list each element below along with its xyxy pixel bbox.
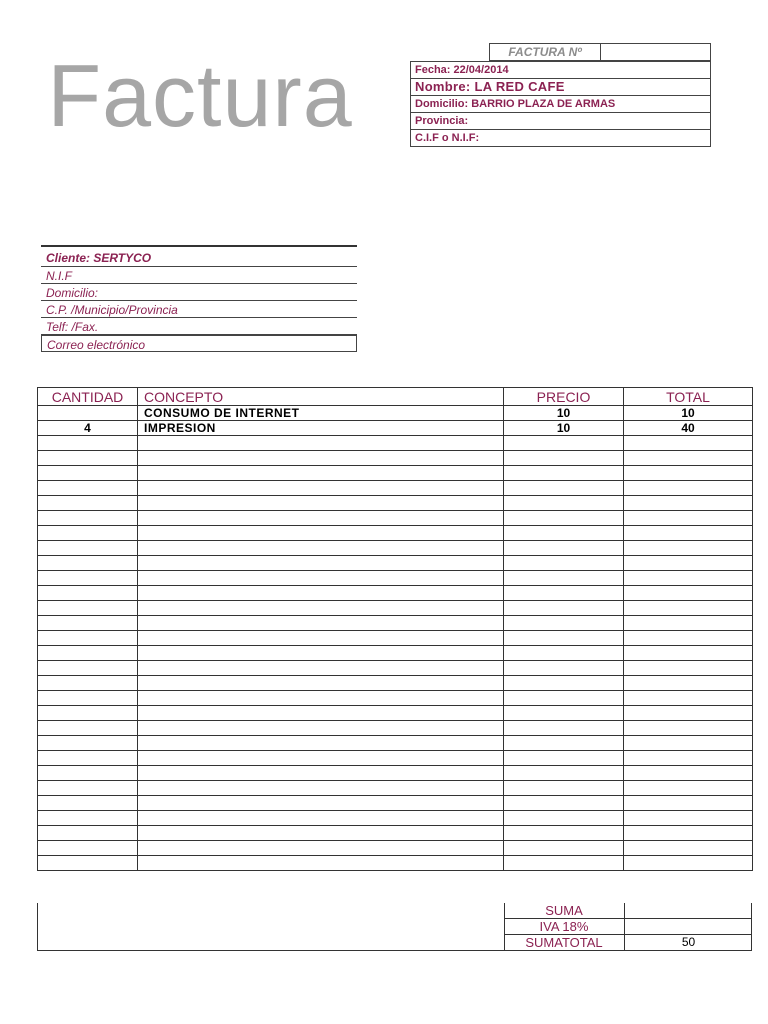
client-name: Cliente: SERTYCO bbox=[41, 245, 357, 267]
table-row bbox=[38, 406, 753, 421]
row-concept bbox=[138, 481, 504, 496]
row-price bbox=[504, 856, 624, 871]
invoice-date: Fecha: 22/04/2014 bbox=[411, 62, 710, 79]
row-total bbox=[624, 556, 753, 571]
row-concept bbox=[138, 706, 504, 721]
row-concept bbox=[138, 556, 504, 571]
sumatotal-value: 50 bbox=[624, 935, 752, 950]
invoice-header-box bbox=[410, 61, 711, 147]
row-price bbox=[504, 631, 624, 646]
row-concept bbox=[138, 631, 504, 646]
row-concept bbox=[138, 826, 504, 841]
table-row bbox=[38, 421, 753, 436]
header-concepto: CONCEPTO bbox=[138, 388, 504, 406]
iva-label: IVA 18% bbox=[539, 919, 589, 934]
table-row-empty bbox=[38, 646, 753, 661]
row-qty bbox=[38, 766, 138, 781]
row-total bbox=[624, 826, 753, 841]
row-total bbox=[624, 736, 753, 751]
row-qty bbox=[38, 856, 138, 871]
client-nif: N.I.F bbox=[41, 267, 357, 284]
table-row-empty bbox=[38, 481, 753, 496]
table-row-empty bbox=[38, 841, 753, 856]
table-row-empty bbox=[38, 511, 753, 526]
row-price bbox=[504, 691, 624, 706]
row-total bbox=[624, 721, 753, 736]
items-body bbox=[38, 406, 753, 871]
row-concept bbox=[138, 676, 504, 691]
row-price bbox=[504, 601, 624, 616]
row-concept bbox=[138, 721, 504, 736]
row-concept bbox=[138, 796, 504, 811]
header-precio: PRECIO bbox=[504, 388, 624, 406]
totals-section bbox=[37, 903, 752, 951]
row-total bbox=[624, 481, 753, 496]
row-qty bbox=[38, 706, 138, 721]
row-concept bbox=[138, 661, 504, 676]
table-row-empty bbox=[38, 616, 753, 631]
table-row-empty bbox=[38, 601, 753, 616]
row-total bbox=[624, 586, 753, 601]
table-row-empty bbox=[38, 541, 753, 556]
row-qty bbox=[38, 511, 138, 526]
table-row-empty bbox=[38, 661, 753, 676]
row-total bbox=[624, 616, 753, 631]
table-row-empty bbox=[38, 556, 753, 571]
row-total bbox=[624, 766, 753, 781]
row-total: 10 bbox=[624, 406, 753, 421]
row-concept bbox=[138, 541, 504, 556]
table-row-empty bbox=[38, 811, 753, 826]
row-price bbox=[504, 646, 624, 661]
row-qty bbox=[38, 451, 138, 466]
issuer-name: Nombre: LA RED CAFE bbox=[411, 79, 710, 96]
row-qty bbox=[38, 466, 138, 481]
row-concept bbox=[138, 856, 504, 871]
row-price bbox=[504, 586, 624, 601]
row-total bbox=[624, 631, 753, 646]
row-concept bbox=[138, 616, 504, 631]
row-price bbox=[504, 541, 624, 556]
row-concept bbox=[138, 811, 504, 826]
row-concept bbox=[138, 496, 504, 511]
row-total bbox=[624, 661, 753, 676]
row-total bbox=[624, 811, 753, 826]
row-price bbox=[504, 571, 624, 586]
row-qty bbox=[38, 571, 138, 586]
row-qty bbox=[38, 406, 138, 421]
table-header-row bbox=[38, 388, 753, 406]
table-row-empty bbox=[38, 451, 753, 466]
row-concept bbox=[138, 466, 504, 481]
client-cp: C.P. /Municipio/Provincia bbox=[41, 301, 357, 318]
row-qty bbox=[38, 526, 138, 541]
row-concept bbox=[138, 646, 504, 661]
table-row-empty bbox=[38, 676, 753, 691]
row-price bbox=[504, 676, 624, 691]
row-qty bbox=[38, 721, 138, 736]
suma-label: SUMA bbox=[545, 903, 583, 918]
row-total bbox=[624, 496, 753, 511]
table-row-empty bbox=[38, 496, 753, 511]
row-price bbox=[504, 451, 624, 466]
document-title: Factura bbox=[47, 46, 353, 145]
table-row-empty bbox=[38, 721, 753, 736]
items-table bbox=[37, 387, 753, 871]
row-concept: CONSUMO DE INTERNET bbox=[138, 406, 504, 421]
table-row-empty bbox=[38, 691, 753, 706]
table-row-empty bbox=[38, 751, 753, 766]
row-total bbox=[624, 526, 753, 541]
row-total bbox=[624, 511, 753, 526]
row-price bbox=[504, 826, 624, 841]
client-email: Correo electrónico bbox=[41, 335, 357, 352]
row-qty bbox=[38, 601, 138, 616]
row-qty bbox=[38, 631, 138, 646]
suma-value bbox=[624, 903, 752, 919]
client-address: Domicilio: bbox=[41, 284, 357, 301]
invoice-number-box bbox=[489, 43, 711, 61]
row-qty bbox=[38, 586, 138, 601]
table-row-empty bbox=[38, 781, 753, 796]
row-total bbox=[624, 676, 753, 691]
table-row-empty bbox=[38, 826, 753, 841]
row-qty bbox=[38, 841, 138, 856]
row-price bbox=[504, 796, 624, 811]
header-total: TOTAL bbox=[624, 388, 753, 406]
row-price bbox=[504, 736, 624, 751]
row-total bbox=[624, 466, 753, 481]
row-price bbox=[504, 721, 624, 736]
header-cantidad: CANTIDAD bbox=[38, 388, 138, 406]
row-qty bbox=[38, 736, 138, 751]
client-box bbox=[41, 245, 357, 352]
row-qty bbox=[38, 796, 138, 811]
row-price bbox=[504, 766, 624, 781]
table-row-empty bbox=[38, 736, 753, 751]
row-qty bbox=[38, 691, 138, 706]
row-qty bbox=[38, 661, 138, 676]
iva-value bbox=[624, 919, 752, 935]
row-total bbox=[624, 436, 753, 451]
row-qty bbox=[38, 481, 138, 496]
sumatotal-label: SUMATOTAL bbox=[525, 935, 603, 950]
row-total bbox=[624, 706, 753, 721]
row-concept bbox=[138, 736, 504, 751]
row-concept bbox=[138, 601, 504, 616]
invoice-number-value bbox=[601, 44, 710, 60]
row-price: 10 bbox=[504, 406, 624, 421]
row-concept bbox=[138, 586, 504, 601]
row-total bbox=[624, 856, 753, 871]
table-row-empty bbox=[38, 856, 753, 871]
row-qty bbox=[38, 436, 138, 451]
row-qty bbox=[38, 541, 138, 556]
row-total bbox=[624, 796, 753, 811]
table-row-empty bbox=[38, 586, 753, 601]
row-concept bbox=[138, 781, 504, 796]
issuer-province: Provincia: bbox=[411, 113, 710, 130]
row-concept bbox=[138, 841, 504, 856]
row-concept bbox=[138, 571, 504, 586]
row-total bbox=[624, 781, 753, 796]
row-concept: IMPRESION bbox=[138, 421, 504, 436]
row-price bbox=[504, 511, 624, 526]
row-qty bbox=[38, 556, 138, 571]
row-total bbox=[624, 751, 753, 766]
row-price bbox=[504, 751, 624, 766]
row-price bbox=[504, 526, 624, 541]
row-qty: 4 bbox=[38, 421, 138, 436]
row-price bbox=[504, 436, 624, 451]
row-total bbox=[624, 571, 753, 586]
table-row-empty bbox=[38, 526, 753, 541]
row-qty bbox=[38, 781, 138, 796]
row-price bbox=[504, 781, 624, 796]
table-row-empty bbox=[38, 706, 753, 721]
row-price: 10 bbox=[504, 421, 624, 436]
row-total bbox=[624, 646, 753, 661]
table-row-empty bbox=[38, 631, 753, 646]
table-row-empty bbox=[38, 766, 753, 781]
row-total bbox=[624, 691, 753, 706]
row-price bbox=[504, 811, 624, 826]
row-concept bbox=[138, 436, 504, 451]
row-price bbox=[504, 466, 624, 481]
row-total bbox=[624, 841, 753, 856]
row-price bbox=[504, 496, 624, 511]
row-qty bbox=[38, 751, 138, 766]
row-concept bbox=[138, 751, 504, 766]
table-row-empty bbox=[38, 436, 753, 451]
row-qty bbox=[38, 496, 138, 511]
row-total bbox=[624, 451, 753, 466]
row-price bbox=[504, 616, 624, 631]
row-concept bbox=[138, 526, 504, 541]
row-price bbox=[504, 841, 624, 856]
table-row-empty bbox=[38, 571, 753, 586]
table-row-empty bbox=[38, 796, 753, 811]
row-price bbox=[504, 706, 624, 721]
row-price bbox=[504, 481, 624, 496]
issuer-address: Domicilio: BARRIO PLAZA DE ARMAS bbox=[411, 96, 710, 113]
row-qty bbox=[38, 826, 138, 841]
row-price bbox=[504, 556, 624, 571]
row-total bbox=[624, 541, 753, 556]
row-qty bbox=[38, 616, 138, 631]
row-price bbox=[504, 661, 624, 676]
row-qty bbox=[38, 811, 138, 826]
row-qty bbox=[38, 646, 138, 661]
row-concept bbox=[138, 766, 504, 781]
client-phone: Telf: /Fax. bbox=[41, 318, 357, 335]
table-row-empty bbox=[38, 466, 753, 481]
row-concept bbox=[138, 451, 504, 466]
row-concept bbox=[138, 691, 504, 706]
issuer-cif: C.I.F o N.I.F: bbox=[415, 132, 480, 144]
row-qty bbox=[38, 676, 138, 691]
row-concept bbox=[138, 511, 504, 526]
invoice-number-label: FACTURA Nº bbox=[490, 44, 601, 60]
row-total bbox=[624, 601, 753, 616]
row-total: 40 bbox=[624, 421, 753, 436]
